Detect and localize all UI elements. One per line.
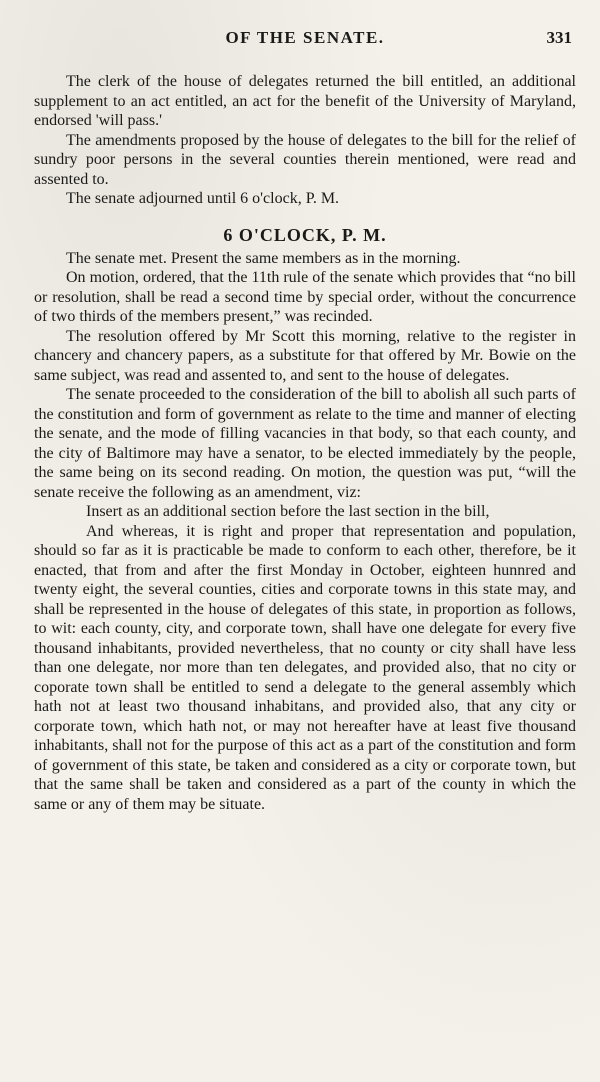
body-text — [34, 72, 576, 814]
paragraph-bill-consideration: The senate proceeded to the consideration of the bill to abolish all such parts of the constitution and form of government as relate to the time and manner of electing the senate, and the mode of filling vacancies in that body, so that each county, and the city of Baltimore may have a senator, to be elected immediately by the people, the same being on its second reading. On motion, the question was put, “will the senate receive the following as an amendment, viz: — [34, 386, 576, 501]
paragraph-clerk-returned-bill: The clerk of the house of delegates returned the bill entitled, an additional supplement to an act entitled, an act for the benefit of the University of Maryland, endorsed 'will pass.' — [34, 73, 576, 129]
page-title: OF THE SENATE. — [225, 28, 385, 47]
paragraph-senate-met: The senate met. Present the same members as in the morning. — [66, 249, 461, 267]
paragraph-amendment-text: And whereas, it is right and proper that representation and population, should so far as it is practicable be made to conform to each other, therefore, be it enacted, that from and after the first Monday in October, eighteen hunnred and twenty eight, the several counties, cities and corporate towns in this state may, and shall be represented in the house of delegates of this state, in proportion as follows, to wit: each county, city, and corporate town, shall have one delegate for every five thousand inhabitants, provided nevertheless, that no county or city shall have less than one delegate, nor more than ten delegates, and provided also, that no city or coporate town shall be entitled to send a delegate to the general assembly which hath not at least two thousand inhabitans, and provided also, that any city or corporate town, which hath not, or may not hereafter have at least five thousand inhabitants, shall not for the purpose of this act as a part of the constitution and form of government of this state, be taken and considered as a city or corporate town, but that the same shall be taken and considered as a part of the county in which the same or any of them may be situate. — [34, 522, 576, 813]
paragraph-insert-section: Insert as an additional section before the last section in the bill, — [86, 503, 490, 520]
paragraph-adjournment: The senate adjourned until 6 o'clock, P. M. — [66, 190, 340, 207]
section-heading: 6 O'CLOCK, P. M. — [223, 224, 387, 245]
running-header — [34, 28, 576, 56]
paragraph-amendments-assented: The amendments proposed by the house of delegates to the bill for the relief of sundry poor persons in the several counties therein mentioned, were read and assented to. — [34, 131, 576, 188]
paragraph-scott-resolution: The resolution offered by Mr Scott this morning, relative to the register in chancery and chancery papers, as a substitute for that offered by Mr. Bowie on the same subject, was read and assented to, and sent to the house of delegates. — [34, 327, 576, 384]
page-number: 331 — [546, 28, 572, 47]
paragraph-rule-rescinded: On motion, ordered, that the 11th rule of the senate which provides that “no bill or resolution, shall be read a second time by special order, without the concurrence of two thirds of the members present,” was recinded. — [34, 269, 576, 325]
